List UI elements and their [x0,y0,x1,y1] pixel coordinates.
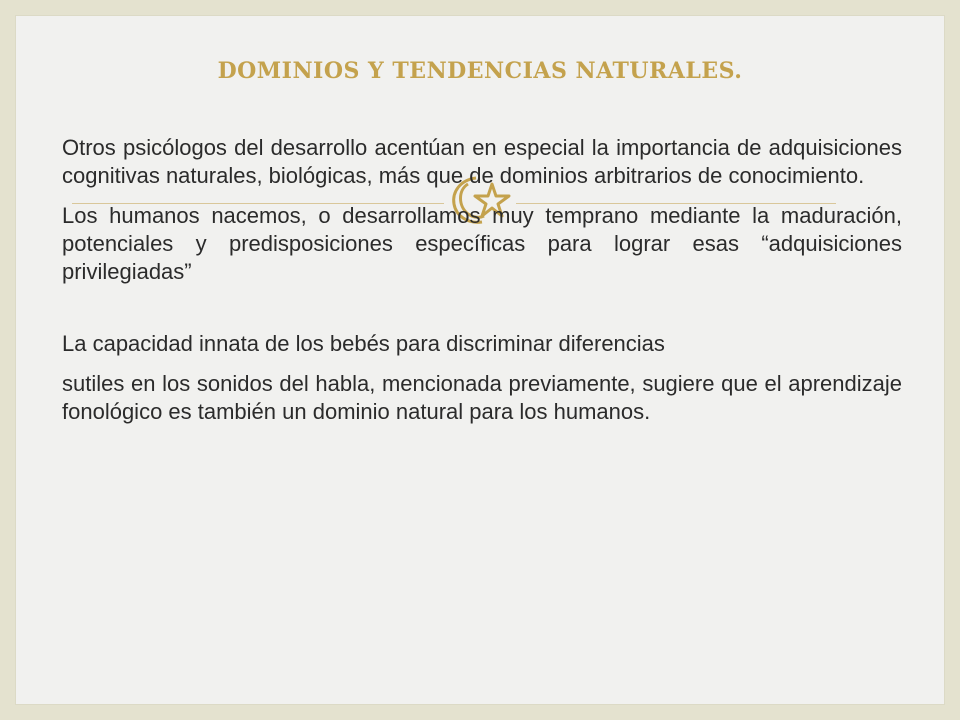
slide-body [62,134,902,426]
slide-title: DOMINIOS Y TENDENCIAS NATURALES. [217,58,743,84]
paragraph-2: Los humanos nacemos, o desarrollamos muy temprano mediante la maduración, potenciales y predisposiciones específicas para lograr esas “adquisiciones privilegiadas” [62,203,902,284]
paragraph-1: Otros psicólogos del desarrollo acentúan en especial la importancia de adquisiciones cognitivas naturales, biológicas, más que de dominios arbitrarios de conocimiento. [62,135,902,188]
paragraph-4: sutiles en los sonidos del habla, mencionada previamente, sugiere que el aprendizaje fonológico es también un dominio natural para los humanos. [62,371,902,424]
paragraph-3: La capacidad innata de los bebés para discriminar diferencias [62,331,665,356]
